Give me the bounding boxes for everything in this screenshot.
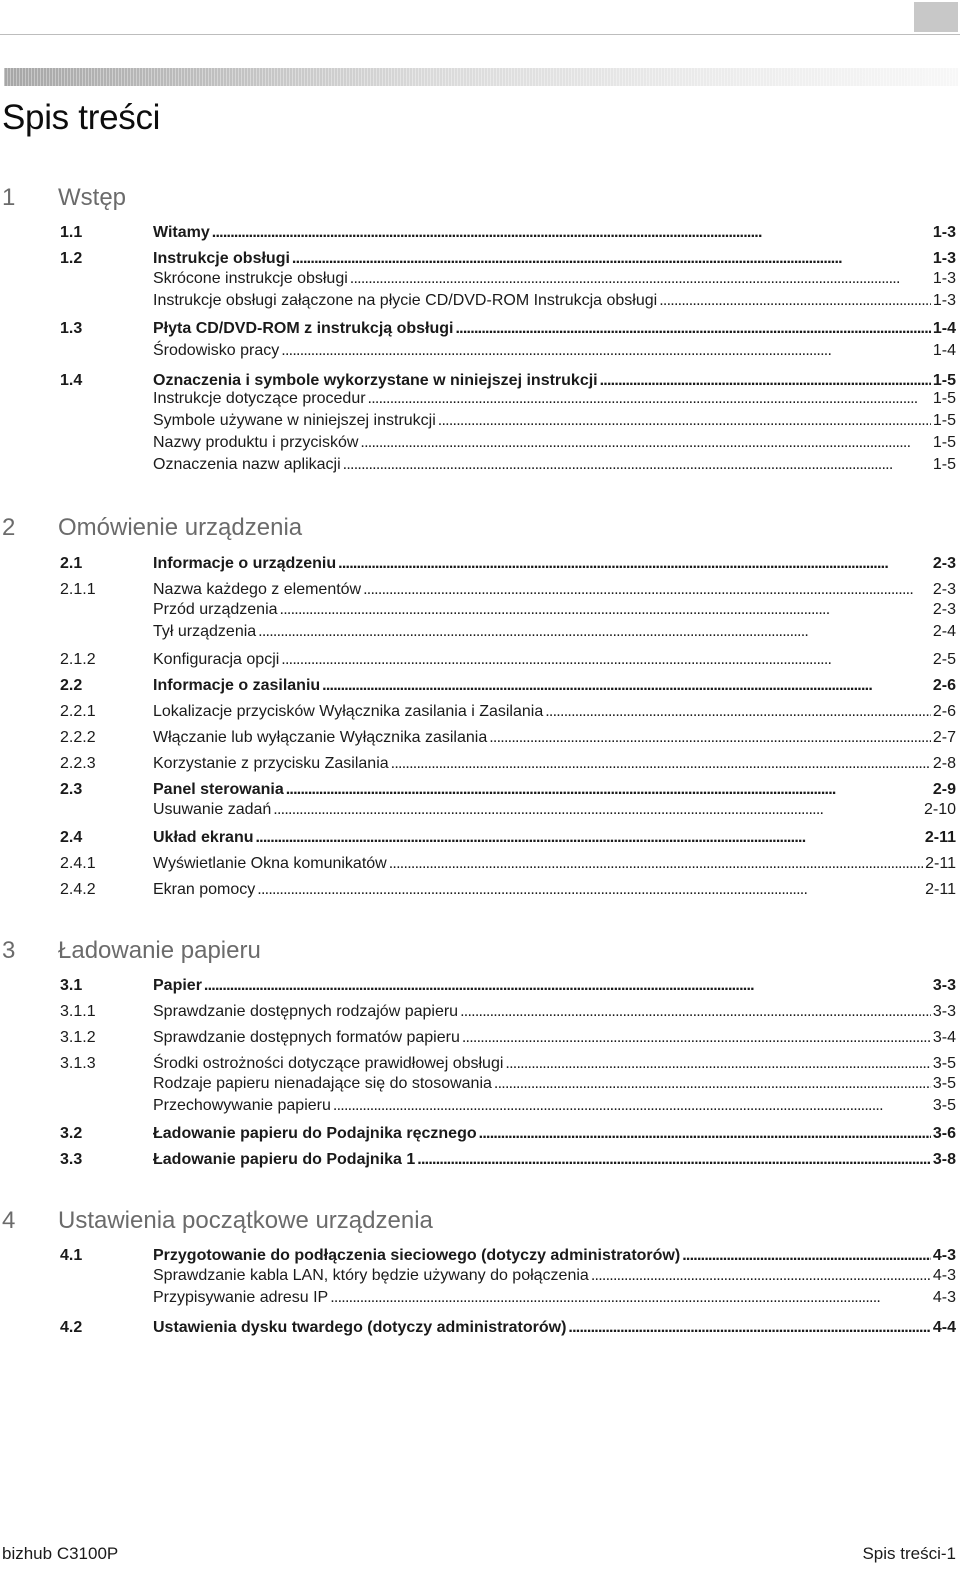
toc-page-number: 2-6: [932, 677, 956, 694]
toc-title: Oznaczenia i symbole wykorzystane w niniejszej instrukcji: [153, 372, 598, 389]
toc-title: Informacje o zasilaniu: [153, 677, 321, 694]
dot-leader: [212, 222, 931, 244]
toc-number: 2.3: [60, 781, 83, 798]
dot-leader: [204, 975, 931, 997]
toc-row: [60, 1053, 956, 1075]
toc-row: [60, 1073, 956, 1095]
chapter-title: Omówienie urządzenia: [58, 514, 303, 541]
dot-leader: [273, 799, 922, 821]
toc-entry-link[interactable]: [153, 1027, 956, 1049]
toc-entry-link[interactable]: [153, 799, 956, 821]
dot-leader: [286, 779, 931, 801]
toc-row: [60, 1095, 956, 1117]
toc-row: [60, 799, 956, 821]
toc-entry-link[interactable]: [153, 827, 956, 849]
toc-section-row: [60, 1245, 956, 1267]
toc-page-number: 2-11: [924, 829, 956, 846]
toc-title: Przypisywanie adresu IP: [153, 1289, 329, 1306]
dot-leader: [489, 727, 931, 749]
toc-entry-link[interactable]: [153, 1073, 956, 1095]
dot-leader: [368, 388, 931, 410]
toc-title: Sprawdzanie dostępnych formatów papieru: [153, 1029, 460, 1046]
toc-entry-link[interactable]: [153, 290, 956, 312]
toc-entry-link[interactable]: [153, 1149, 956, 1171]
chapter-number: 2: [2, 514, 16, 541]
toc-number: 2.2: [60, 677, 83, 694]
toc-page-number: 4-3: [932, 1267, 956, 1284]
toc-row: [60, 290, 956, 312]
toc-number: 2.4.1: [60, 855, 96, 872]
toc-section-row: [60, 318, 956, 340]
toc-entry-link[interactable]: [153, 621, 956, 643]
toc-title: Wyświetlanie Okna komunikatów: [153, 855, 387, 872]
toc-page-number: 2-6: [932, 703, 956, 720]
toc-page-number: 3-5: [932, 1055, 956, 1072]
toc-page-number: 3-5: [932, 1075, 956, 1092]
toc-entry-link[interactable]: [153, 553, 956, 575]
toc-page-number: 4-3: [932, 1247, 956, 1264]
dot-leader: [350, 268, 931, 290]
footer-product: bizhub C3100P: [2, 1544, 119, 1563]
toc-entry-link[interactable]: [153, 388, 956, 410]
dot-leader: [258, 621, 931, 643]
toc-section-row: [60, 675, 956, 697]
dot-leader: [659, 290, 931, 312]
toc-title: Lokalizacje przycisków Wyłącznika zasilania i Zasilania: [153, 703, 544, 720]
toc-entry-link[interactable]: [153, 675, 956, 697]
toc-number: 1.4: [60, 372, 83, 389]
top-rule: [0, 34, 960, 35]
toc-number: 1.1: [60, 224, 83, 241]
dot-leader: [360, 432, 930, 454]
toc-page-number: 2-5: [932, 651, 956, 668]
toc-entry-link[interactable]: [153, 432, 956, 454]
toc-row: [60, 410, 956, 432]
toc-row: [60, 727, 956, 749]
toc-number: 2.1: [60, 555, 83, 572]
toc-title: Instrukcje dotyczące procedur: [153, 390, 366, 407]
chapter-number: 4: [2, 1207, 16, 1234]
dot-leader: [505, 1053, 930, 1075]
toc-entry-link[interactable]: [153, 853, 956, 875]
toc-title: Włączanie lub wyłączanie Wyłącznika zasilania: [153, 729, 488, 746]
chapter-number: 1: [2, 184, 16, 211]
toc-title: Usuwanie zadań: [153, 801, 272, 818]
toc-row: [60, 853, 956, 875]
dot-leader: [343, 454, 931, 476]
toc-page-number: 1-3: [932, 250, 956, 267]
toc-page-number: 2-9: [932, 781, 956, 798]
toc-title: Ładowanie papieru do Podajnika ręcznego: [153, 1125, 477, 1142]
dot-leader: [363, 579, 931, 601]
dot-leader: [455, 318, 930, 340]
toc-title: Rodzaje papieru nienadające się do stosowania: [153, 1075, 492, 1092]
toc-title: Ekran pomocy: [153, 881, 256, 898]
chapter-number: 3: [2, 937, 16, 964]
toc-page-number: 4-4: [932, 1319, 956, 1336]
toc-title: Ustawienia dysku twardego (dotyczy administratorów): [153, 1319, 567, 1336]
toc-row: [60, 432, 956, 454]
toc-title: Instrukcje obsługi: [153, 250, 290, 267]
toc-entry-link[interactable]: [153, 1287, 956, 1309]
toc-section-row: [60, 779, 956, 801]
toc-number: 3.3: [60, 1151, 83, 1168]
toc-title: Przód urządzenia: [153, 601, 278, 618]
toc-page-number: 1-5: [932, 456, 956, 473]
toc-row: [60, 753, 956, 775]
toc-page-number: 4-3: [932, 1289, 956, 1306]
toc-entry-link[interactable]: [153, 599, 956, 621]
toc-number: 4.1: [60, 1247, 83, 1264]
toc-page-number: 3-3: [932, 1003, 956, 1020]
toc-entry-link[interactable]: [153, 1001, 956, 1023]
toc-page-number: 3-3: [932, 977, 956, 994]
page-title: Spis treści: [2, 98, 161, 137]
toc-number: 2.2.2: [60, 729, 96, 746]
toc-title: Sprawdzanie kabla LAN, który będzie używany do połączenia: [153, 1267, 589, 1284]
toc-row: [60, 1027, 956, 1049]
toc-page-number: 3-6: [932, 1125, 956, 1142]
toc-page-number: 1-5: [932, 390, 956, 407]
dot-leader: [255, 827, 922, 849]
toc-page-number: 1-4: [932, 320, 956, 337]
dot-leader: [438, 410, 931, 432]
toc-entry-link[interactable]: [153, 1123, 956, 1145]
toc-number: 3.2: [60, 1125, 83, 1142]
toc-number: 2.1.2: [60, 651, 96, 668]
toc-title: Środki ostrożności dotyczące prawidłowej obsługi: [153, 1055, 504, 1072]
toc-entry-link[interactable]: [153, 340, 956, 362]
toc-title: Korzystanie z przycisku Zasilania: [153, 755, 389, 772]
toc-row: [60, 1287, 956, 1309]
toc-title: Przechowywanie papieru: [153, 1097, 331, 1114]
toc-title: Nazwa każdego z elementów: [153, 581, 362, 598]
toc-title: Ładowanie papieru do Podajnika 1: [153, 1151, 416, 1168]
toc-number: 4.2: [60, 1319, 83, 1336]
toc-entry-link[interactable]: [153, 975, 956, 997]
dot-leader: [479, 1123, 931, 1145]
toc-entry-link[interactable]: [153, 649, 956, 671]
toc-entry-link[interactable]: [153, 701, 956, 723]
toc-page-number: 2-11: [925, 881, 956, 898]
toc-row: [60, 621, 956, 643]
corner-tab: [914, 2, 958, 32]
toc-title: Tył urządzenia: [153, 623, 257, 640]
dot-leader: [281, 649, 931, 671]
toc-title: Papier: [153, 977, 202, 994]
toc-title: Środowisko pracy: [153, 342, 280, 359]
toc-page-number: 1-3: [932, 224, 956, 241]
dot-leader: [591, 1265, 931, 1287]
toc-section-row: [60, 553, 956, 575]
toc-entry-link[interactable]: [153, 318, 956, 340]
toc-title: Oznaczenia nazw aplikacji: [153, 456, 341, 473]
toc-row: [60, 1265, 956, 1287]
dot-leader: [281, 340, 931, 362]
toc-number: 2.4.2: [60, 881, 96, 898]
toc-title: Układ ekranu: [153, 829, 254, 846]
dot-leader: [462, 1027, 931, 1049]
toc-number: 3.1.3: [60, 1055, 96, 1072]
toc-number: 1.2: [60, 250, 83, 267]
toc-number: 3.1.2: [60, 1029, 96, 1046]
dot-leader: [417, 1149, 931, 1171]
toc-number: 3.1: [60, 977, 83, 994]
toc-title: Informacje o urządzeniu: [153, 555, 337, 572]
dot-leader: [280, 599, 931, 621]
toc-row: [60, 649, 956, 671]
toc-page-number: 2-3: [932, 581, 956, 598]
toc-entry-link[interactable]: [153, 410, 956, 432]
dot-leader: [257, 879, 923, 901]
toc-title: Sprawdzanie dostępnych rodzajów papieru: [153, 1003, 459, 1020]
toc-page-number: 2-7: [932, 729, 956, 746]
dot-leader: [333, 1095, 931, 1117]
chapter-title: Ładowanie papieru: [58, 937, 261, 964]
toc-page-number: 1-5: [932, 434, 956, 451]
dot-leader: [460, 1001, 931, 1023]
toc-page-number: 3-5: [932, 1097, 956, 1114]
toc-section-row: [60, 975, 956, 997]
dot-leader: [545, 701, 931, 723]
toc-page-number: 2-3: [932, 555, 956, 572]
toc-section-row: [60, 1317, 956, 1339]
dot-leader: [338, 553, 931, 575]
toc-section-row: [60, 827, 956, 849]
toc-number: 2.1.1: [60, 581, 96, 598]
toc-page-number: 3-8: [932, 1151, 956, 1168]
dot-leader: [494, 1073, 931, 1095]
toc-entry-link[interactable]: [153, 1265, 956, 1287]
toc-entry-link[interactable]: [153, 1053, 956, 1075]
toc-page-number: 2-8: [932, 755, 956, 772]
toc-number: 2.4: [60, 829, 83, 846]
dot-leader: [391, 753, 931, 775]
toc-row: [60, 340, 956, 362]
toc-entry-link[interactable]: [153, 248, 956, 270]
toc-entry-link[interactable]: [153, 753, 956, 775]
header-band: [4, 68, 958, 86]
toc-title: Symbole używane w niniejszej instrukcji: [153, 412, 436, 429]
toc-page-number: 1-5: [932, 372, 956, 389]
toc-page-number: 2-11: [925, 855, 956, 872]
dot-leader: [568, 1317, 930, 1339]
toc-entry-link[interactable]: [153, 779, 956, 801]
toc-row: [60, 599, 956, 621]
toc-entry-link[interactable]: [153, 454, 956, 476]
dot-leader: [682, 1245, 931, 1267]
toc-row: [60, 268, 956, 290]
dot-leader: [322, 675, 931, 697]
toc-entry-link[interactable]: [153, 222, 956, 244]
toc-page-number: 2-10: [923, 801, 956, 818]
toc-number: 2.2.1: [60, 703, 96, 720]
toc-page-number: 1-3: [932, 292, 956, 309]
chapter-title: Wstęp: [58, 184, 127, 211]
toc-row: [60, 701, 956, 723]
toc-number: 2.2.3: [60, 755, 96, 772]
chapter-title: Ustawienia początkowe urządzenia: [58, 1207, 433, 1234]
toc-row: [60, 1001, 956, 1023]
toc-section-row: [60, 222, 956, 244]
toc-entry-link[interactable]: [153, 579, 956, 601]
toc-number: 1.3: [60, 320, 83, 337]
toc-page-number: 1-3: [932, 270, 956, 287]
toc-entry-link[interactable]: [153, 1245, 956, 1267]
toc-title: Nazwy produktu i przycisków: [153, 434, 359, 451]
toc-number: 3.1.1: [60, 1003, 96, 1020]
toc-page-number: 2-3: [932, 601, 956, 618]
toc-page-number: 1-5: [932, 412, 956, 429]
toc-section-row: [60, 248, 956, 270]
toc-title: Panel sterowania: [153, 781, 284, 798]
toc-title: Płyta CD/DVD-ROM z instrukcją obsługi: [153, 320, 454, 337]
toc-page-number: 2-4: [932, 623, 956, 640]
toc-title: Przygotowanie do podłączenia sieciowego (dotyczy administratorów): [153, 1247, 681, 1264]
dot-leader: [389, 853, 923, 875]
toc-entry-link[interactable]: [153, 727, 956, 749]
toc-section-row: [60, 1123, 956, 1145]
toc-row: [60, 579, 956, 601]
toc-entry-link[interactable]: [153, 1095, 956, 1117]
toc-title: Witamy: [153, 224, 210, 241]
toc-title: Skrócone instrukcje obsługi: [153, 270, 348, 287]
dot-leader: [292, 248, 931, 270]
toc-page-number: 1-4: [932, 342, 956, 359]
toc-title: Instrukcje obsługi załączone na płycie CD/DVD-ROM Instrukcja obsługi: [153, 292, 658, 309]
toc-title: Konfiguracja opcji: [153, 651, 280, 668]
dot-leader: [330, 1287, 931, 1309]
toc-entry-link[interactable]: [153, 879, 956, 901]
toc-section-row: [60, 1149, 956, 1171]
toc-entry-link[interactable]: [153, 1317, 956, 1339]
toc-page-number: 3-4: [932, 1029, 956, 1046]
toc-entry-link[interactable]: [153, 268, 956, 290]
footer-page-label: Spis treści-1: [862, 1544, 956, 1563]
toc-row: [60, 879, 956, 901]
toc-row: [60, 454, 956, 476]
toc-row: [60, 388, 956, 410]
